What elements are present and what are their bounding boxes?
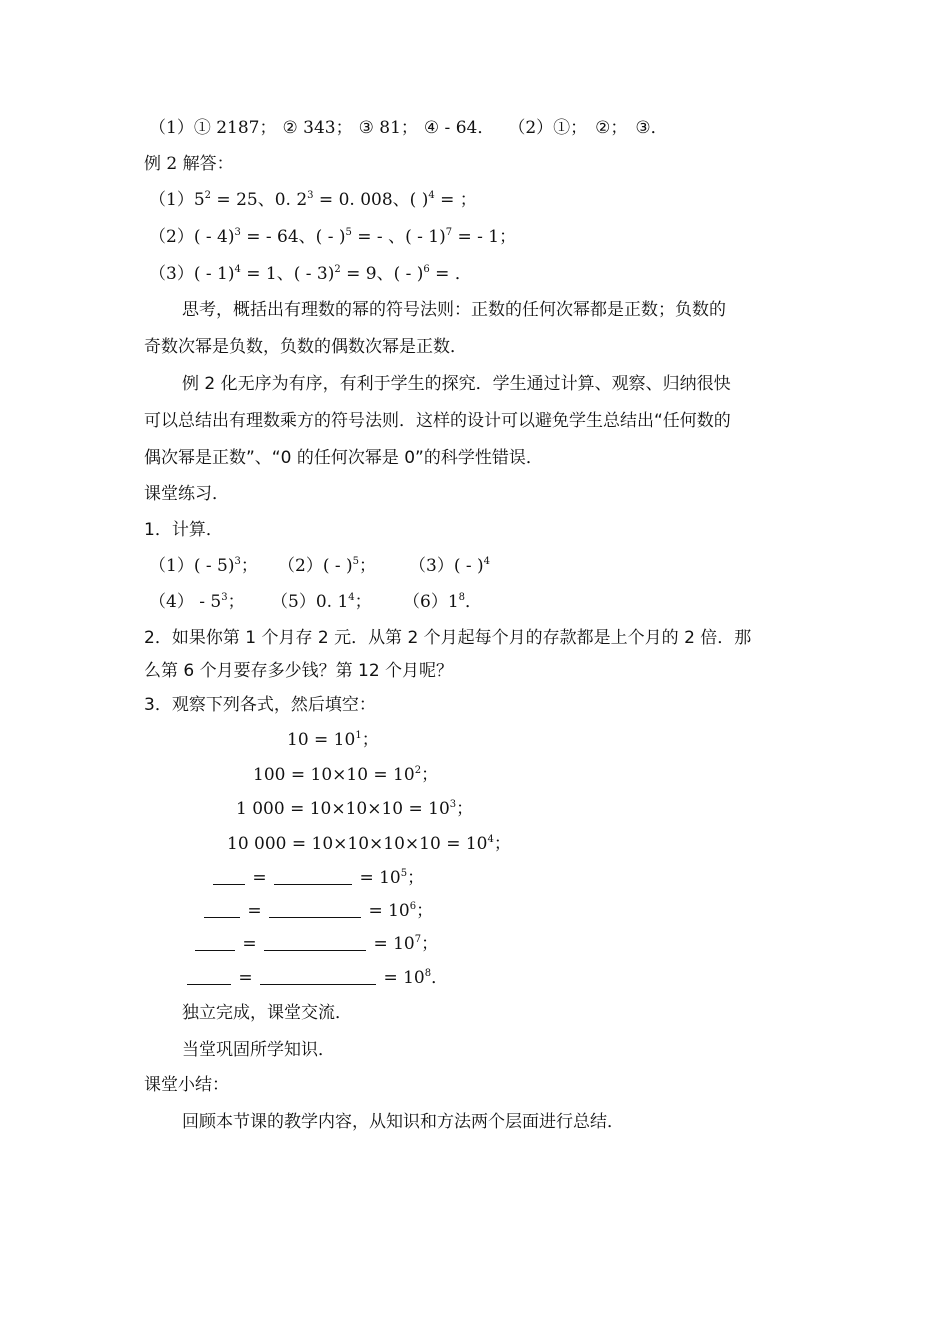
- math-text: = ．: [429, 264, 472, 284]
- exponent: 7: [445, 227, 453, 238]
- math-text: ．: [431, 968, 449, 988]
- comment-line-2: 可以总结出有理数乘方的符号法则．这样的设计可以避免学生总结出“任何数的: [144, 411, 731, 431]
- exponent: 4: [428, 190, 435, 201]
- circled-3: ③: [358, 118, 374, 138]
- exponent: 3: [234, 556, 241, 567]
- math-text: （5）0. 1: [271, 592, 349, 612]
- math-text: ；: [407, 868, 425, 888]
- answer-line: [149, 116, 668, 140]
- math-text: ；: [359, 556, 377, 576]
- blank-field[interactable]: [269, 901, 361, 918]
- exponent: 2: [414, 765, 422, 776]
- blank-equation-row: [193, 932, 438, 956]
- item-2: [278, 554, 376, 578]
- exponent: 4: [234, 264, 241, 275]
- blank-field[interactable]: [274, 868, 352, 885]
- answer-value: ③．: [635, 118, 668, 138]
- example-line-3: [149, 262, 472, 286]
- exponent: 2: [204, 190, 212, 201]
- math-text: = - 1；: [452, 227, 517, 247]
- circled-4: ④: [423, 118, 440, 138]
- math-text: = - 64、( - ): [240, 227, 346, 247]
- blank-field[interactable]: [187, 968, 231, 985]
- math-text: ( - 4): [193, 227, 235, 247]
- exponent: 3: [307, 190, 314, 201]
- exponent: 6: [409, 901, 417, 912]
- item-3: [409, 554, 490, 578]
- math-text: 1 000 = 10×10×10 = 10: [236, 799, 450, 819]
- math-text: ；: [416, 901, 434, 921]
- math-text: ；: [421, 934, 439, 954]
- exponent: 8: [424, 968, 432, 979]
- item-5: [271, 590, 372, 614]
- line-label: （2）: [149, 227, 194, 247]
- question-2-line-1: 2．如果你第 1 个月存 2 元．从第 2 个月起每个月的存款都是上个月的 2 倍．那: [144, 628, 752, 648]
- math-text: （6）1: [403, 592, 459, 612]
- math-text: = 0. 008、( ): [313, 190, 429, 210]
- summary-text: 回顾本节课的教学内容，从知识和方法两个层面进行总结．: [182, 1112, 624, 1132]
- exponent: 4: [483, 556, 491, 567]
- math-text: ；: [354, 592, 372, 612]
- think-paragraph-line-2: 奇数次幂是负数，负数的偶数次幂是正数．: [144, 337, 467, 357]
- answer-value: 2187；: [210, 118, 277, 138]
- exponent: 3: [449, 799, 457, 810]
- math-text: = 9、( - ): [340, 264, 424, 284]
- answer-part-1-label: （1）: [149, 118, 194, 138]
- example-line-1: [149, 188, 477, 212]
- math-text: （1）( - 5): [149, 556, 235, 576]
- exponent: 4: [487, 834, 494, 845]
- item-6: [403, 590, 482, 614]
- math-text: （4） - 5: [149, 592, 222, 612]
- blank-field[interactable]: [195, 934, 235, 951]
- blank-field[interactable]: [260, 968, 376, 985]
- equation-row: [287, 728, 379, 752]
- summary-heading: 课堂小结：: [144, 1075, 229, 1095]
- think-paragraph-line-1: 思考，概括出有理数的幂的符号法则：正数的任何次幂都是正数；负数的: [182, 300, 726, 320]
- exponent: 5: [352, 556, 360, 567]
- blank-field[interactable]: [204, 901, 240, 918]
- math-text: 10 000 = 10×10×10×10 = 10: [227, 834, 488, 854]
- exponent: 4: [348, 592, 355, 603]
- circled-2: ②: [282, 118, 298, 138]
- blank-field[interactable]: [264, 934, 366, 951]
- item-4: [149, 590, 245, 614]
- exponent: 7: [414, 934, 422, 945]
- answer-part-2-label: （2）: [508, 118, 554, 138]
- math-text: ；: [421, 765, 439, 785]
- math-text: ；: [240, 556, 258, 576]
- answer-value: ①；: [553, 118, 588, 138]
- answer-value: ②；: [595, 118, 628, 138]
- answer-value: - 64．: [439, 118, 495, 138]
- exponent: 5: [400, 868, 408, 879]
- equation-row: [236, 797, 473, 821]
- math-text: ；: [361, 730, 379, 750]
- math-text: ．: [465, 592, 483, 612]
- math-text: ；: [493, 834, 511, 854]
- math-text: =: [242, 934, 257, 954]
- blank-field[interactable]: [213, 868, 245, 885]
- comment-line-3: 偶次幂是正数”、“0 的任何次幂是 0”的科学性错误．: [144, 448, 543, 468]
- exponent: 3: [234, 227, 241, 238]
- blank-equation-row: [211, 866, 424, 890]
- math-text: = ；: [434, 190, 477, 210]
- line-label: （1）: [149, 190, 194, 210]
- answer-value: 81；: [373, 118, 418, 138]
- math-text: ；: [227, 592, 245, 612]
- equation-row: [253, 763, 438, 787]
- math-text: = 10: [383, 968, 425, 988]
- math-text: =: [238, 968, 253, 988]
- math-text: （3）( - ): [409, 556, 484, 576]
- question-2-line-2: 么第 6 个月要存多少钱？第 12 个月呢？: [144, 661, 454, 681]
- math-text: =: [247, 901, 262, 921]
- comment-line-1: 例 2 化无序为有序，有利于学生的探究．学生通过计算、观察、归纳很快: [182, 374, 731, 394]
- equation-row: [227, 832, 511, 856]
- math-text: = - 、( - 1): [351, 227, 446, 247]
- practice-note-1: 独立完成，课堂交流．: [182, 1003, 352, 1023]
- practice-heading: 课堂练习．: [144, 484, 229, 504]
- math-text: = 10: [368, 901, 410, 921]
- example-line-2: [149, 225, 516, 249]
- circled-1: ①: [193, 118, 211, 138]
- math-text: 5: [193, 190, 205, 210]
- exponent: 6: [423, 264, 430, 275]
- math-text: = 25、0. 2: [211, 190, 308, 210]
- blank-equation-row: [202, 899, 433, 923]
- math-text: ；: [456, 799, 474, 819]
- math-text: = 10: [359, 868, 401, 888]
- line-label: （3）: [149, 264, 194, 284]
- exponent: 5: [345, 227, 352, 238]
- math-text: 100 = 10×10 = 10: [253, 765, 415, 785]
- math-text: ( - 1): [193, 264, 235, 284]
- answer-value: 343；: [297, 118, 353, 138]
- question-3: 3．观察下列各式，然后填空：: [144, 695, 376, 715]
- practice-note-2: 当堂巩固所学知识．: [182, 1040, 335, 1060]
- math-text: =: [252, 868, 267, 888]
- question-1: 1．计算．: [144, 520, 223, 540]
- math-text: 10 = 10: [287, 730, 356, 750]
- math-text: = 1、( - 3): [240, 264, 335, 284]
- exponent: 8: [458, 592, 466, 603]
- exponent: 3: [221, 592, 228, 603]
- math-text: = 10: [373, 934, 415, 954]
- exponent: 1: [355, 730, 362, 741]
- item-1: [149, 554, 258, 578]
- example-heading: 例 2 解答：: [144, 154, 234, 174]
- math-text: （2）( - ): [278, 556, 353, 576]
- exponent: 2: [334, 264, 341, 275]
- blank-equation-row: [185, 966, 448, 990]
